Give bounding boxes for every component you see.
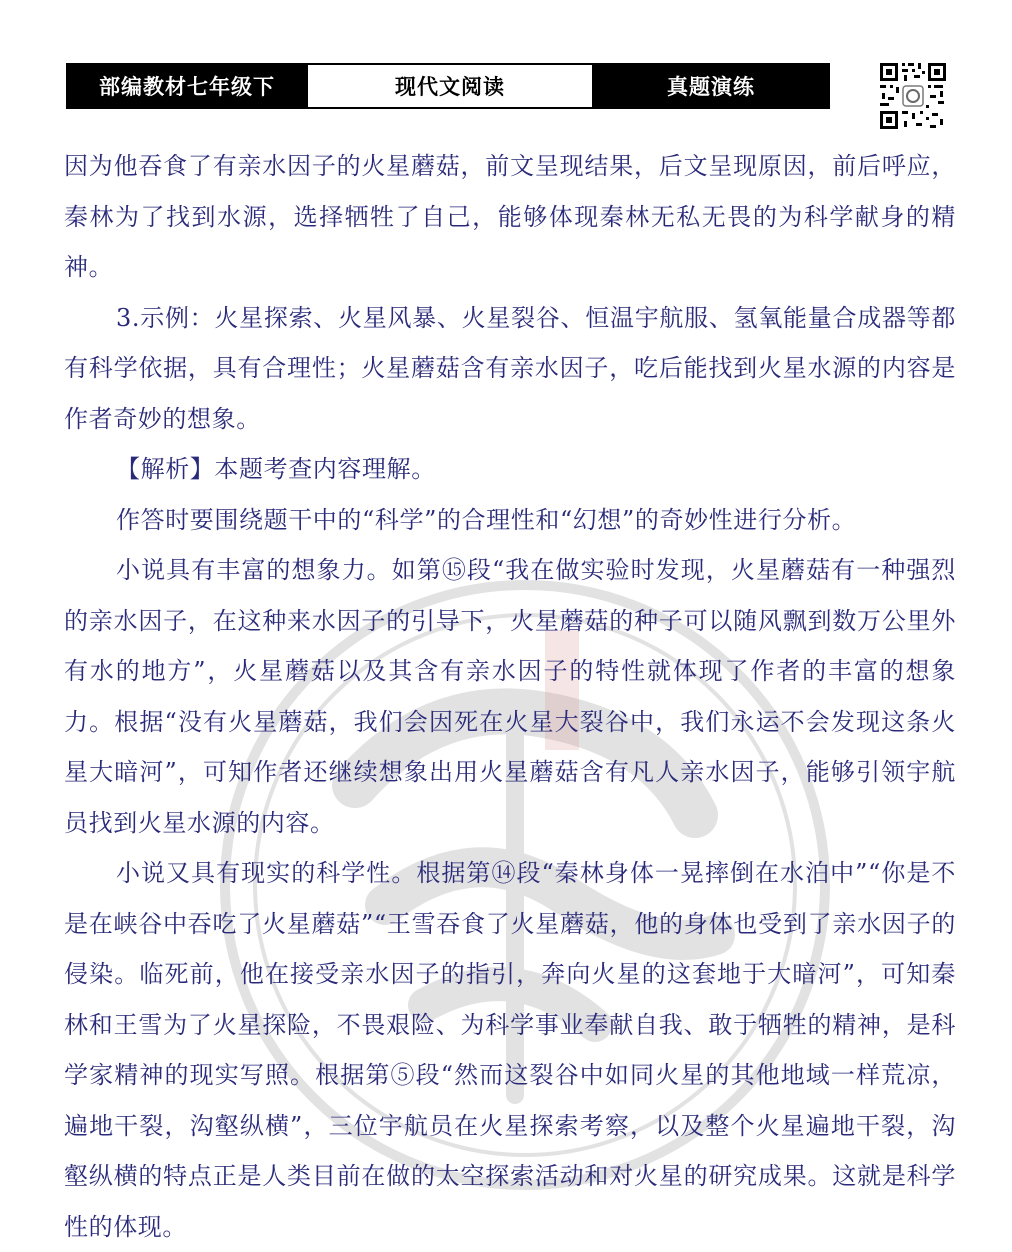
header-bar: [66, 63, 830, 109]
qr-code-icon[interactable]: [878, 61, 948, 131]
paragraph-5: 小说又具有现实的科学性。根据第⑭段“秦林身体一晃摔倒在水泊中”“你是不是在峡谷中吞吃了火星蘑菇”“王雪吞食了火星蘑菇，他的身体也受到了亲水因子的侵染。临死前，他在接受亲水因子的指引，奔向火星的这套地于大暗河”，可知秦林和王雪为了火星探险，不畏艰险、为科学事业奉献自我、敢于牺牲的精神，是科学家精神的现实写照。根据第⑤段“然而这裂谷中如同火星的其他地域一样荒凉，遍地干裂，沟壑纵横”，三位宇航员在火星探索考察，以及整个火星遍地干裂，沟壑纵横的特点正是人类目前在做的太空探索活动和对火星的研究成果。这就是科学性的体现。: [64, 859, 956, 1241]
paragraph-3: 作答时要围绕题干中的“科学”的合理性和“幻想”的奇妙性进行分析。: [116, 505, 857, 534]
header-center-label: 现代文阅读: [306, 65, 594, 107]
paragraph-analysis-heading: 【解析】本题考查内容理解。: [116, 455, 436, 483]
answer-content: [64, 141, 956, 1252]
paragraph-4: 小说具有丰富的想象力。如第⑮段“我在做实验时发现，火星蘑菇有一种强烈的亲水因子，在这种来水因子的引导下，火星蘑菇的种子可以随风飘到数万公里外有水的地方”，火星蘑菇以及其含有亲水因子的特性就体现了作者的丰富的想象力。根据“没有火星蘑菇，我们会因死在火星大裂谷中，我们永运不会发现这条火星大暗河”，可知作者还继续想象出用火星蘑菇含有凡人亲水因子，能够引领宇航员找到火星水源的内容。: [64, 556, 956, 837]
header-left-label: 部编教材七年级下: [68, 65, 306, 107]
paragraph-2: 3.示例：火星探索、火星风暴、火星裂谷、恒温宇航服、氢氧能量合成器等都有科学依据，具有合理性；火星蘑菇含有亲水因子，吃后能找到火星水源的内容是作者奇妙的想象。: [64, 303, 956, 433]
paragraph-1: 因为他吞食了有亲水因子的火星蘑菇，前文呈现结果，后文呈现原因，前后呼应，秦林为了找到水源，选择牺牲了自己，能够体现秦林无私无畏的为科学献身的精神。: [64, 152, 956, 281]
header-right-label: 真题演练: [594, 65, 828, 107]
